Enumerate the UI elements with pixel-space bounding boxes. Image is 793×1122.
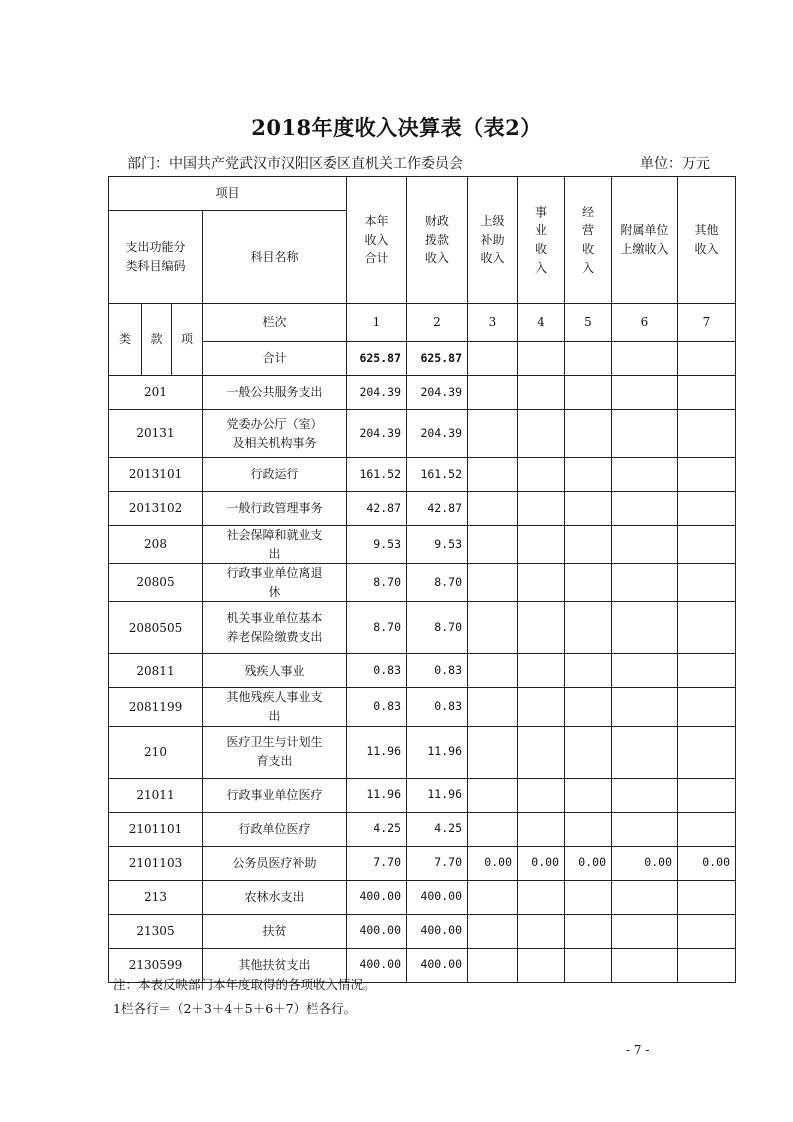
subject-name: 一般公共服务支出 — [203, 376, 347, 410]
amount-cell: 0.00 — [468, 846, 518, 880]
amount-cell — [518, 526, 565, 564]
col-number-7: 7 — [678, 304, 736, 342]
table-row — [109, 726, 736, 778]
amount-cell — [518, 726, 565, 778]
amount-cell — [468, 492, 518, 526]
subject-code: 2130599 — [109, 948, 203, 982]
amount-cell: 8.70 — [407, 602, 468, 654]
amount-cell — [518, 492, 565, 526]
amount-cell — [518, 812, 565, 846]
amount-cell: 400.00 — [407, 880, 468, 914]
amount-cell — [678, 778, 736, 812]
subject-name: 其他残疾人事业支出 — [203, 688, 347, 726]
table-row — [109, 410, 736, 458]
amount-cell: 400.00 — [347, 914, 407, 948]
amount-cell — [612, 602, 678, 654]
subject-code: 2101101 — [109, 812, 203, 846]
amount-cell — [468, 410, 518, 458]
amount-cell — [612, 812, 678, 846]
table-row — [109, 812, 736, 846]
amount-cell: 161.52 — [407, 458, 468, 492]
table-row — [109, 376, 736, 410]
subject-code: 20131 — [109, 410, 203, 458]
amount-cell — [612, 880, 678, 914]
amount-cell — [612, 492, 678, 526]
amount-cell: 204.39 — [407, 410, 468, 458]
table-row — [109, 526, 736, 564]
amount-cell — [678, 948, 736, 982]
amount-cell — [612, 726, 678, 778]
amount-cell: 11.96 — [407, 726, 468, 778]
amount-cell — [468, 880, 518, 914]
amount-cell — [612, 654, 678, 688]
amount-cell — [612, 688, 678, 726]
amount-cell — [518, 458, 565, 492]
amount-cell — [518, 778, 565, 812]
table-row — [109, 458, 736, 492]
amount-cell — [518, 654, 565, 688]
amount-cell: 0.00 — [678, 846, 736, 880]
subject-code: 20811 — [109, 654, 203, 688]
total-cell — [565, 342, 612, 376]
amount-cell: 9.53 — [347, 526, 407, 564]
header-row-lanci — [109, 304, 736, 342]
income-table — [108, 176, 736, 983]
header-col-7: 其他收入 — [678, 177, 736, 304]
header-col-2: 财政拨款收入 — [407, 177, 468, 304]
amount-cell: 42.87 — [407, 492, 468, 526]
amount-cell: 0.83 — [347, 654, 407, 688]
table-row — [109, 564, 736, 602]
total-cell: 625.87 — [347, 342, 407, 376]
header-col-1: 本年收入合计 — [347, 177, 407, 304]
header-lanci: 栏次 — [203, 304, 347, 342]
table-row — [109, 914, 736, 948]
amount-cell — [468, 458, 518, 492]
amount-cell — [468, 602, 518, 654]
amount-cell — [468, 948, 518, 982]
subject-code: 2081199 — [109, 688, 203, 726]
amount-cell — [565, 602, 612, 654]
amount-cell — [612, 948, 678, 982]
amount-cell — [565, 914, 612, 948]
note-line-2: 1栏各行＝（2＋3＋4＋5＋6＋7）栏各行。 — [113, 1001, 357, 1016]
col-number-2: 2 — [407, 304, 468, 342]
amount-cell — [518, 410, 565, 458]
note-line-1: 注：本表反映部门本年度取得的各项收入情况。 — [113, 977, 376, 992]
amount-cell — [468, 812, 518, 846]
amount-cell — [678, 880, 736, 914]
amount-cell — [565, 688, 612, 726]
subject-name: 残疾人事业 — [203, 654, 347, 688]
subject-code: 21011 — [109, 778, 203, 812]
amount-cell — [678, 688, 736, 726]
header-lei: 类 — [109, 304, 142, 376]
amount-cell: 11.96 — [407, 778, 468, 812]
subject-name: 党委办公厅（室）及相关机构事务 — [203, 410, 347, 458]
amount-cell: 0.83 — [347, 688, 407, 726]
amount-cell — [565, 948, 612, 982]
amount-cell — [565, 778, 612, 812]
amount-cell: 400.00 — [347, 948, 407, 982]
amount-cell — [612, 526, 678, 564]
amount-cell — [678, 376, 736, 410]
header-project: 项目 — [109, 177, 347, 211]
amount-cell — [565, 526, 612, 564]
amount-cell — [612, 778, 678, 812]
subject-name: 行政单位医疗 — [203, 812, 347, 846]
amount-cell: 0.00 — [565, 846, 612, 880]
col-number-4: 4 — [518, 304, 565, 342]
header-name: 科目名称 — [203, 211, 347, 304]
total-label: 合计 — [203, 342, 347, 376]
amount-cell — [468, 688, 518, 726]
amount-cell: 204.39 — [347, 410, 407, 458]
department-label: 部门：中国共产党武汉市汉阳区委区直机关工作委员会 — [127, 156, 463, 172]
subject-name: 公务员医疗补助 — [203, 846, 347, 880]
amount-cell — [678, 564, 736, 602]
total-cell: 625.87 — [407, 342, 468, 376]
amount-cell: 0.00 — [612, 846, 678, 880]
amount-cell — [565, 458, 612, 492]
amount-cell: 0.00 — [518, 846, 565, 880]
col-number-5: 5 — [565, 304, 612, 342]
amount-cell — [518, 880, 565, 914]
amount-cell: 7.70 — [347, 846, 407, 880]
amount-cell: 8.70 — [407, 564, 468, 602]
table-row — [109, 846, 736, 880]
col-number-6: 6 — [612, 304, 678, 342]
col-number-3: 3 — [468, 304, 518, 342]
header-col-3: 上级补助收入 — [468, 177, 518, 304]
table-row — [109, 654, 736, 688]
subject-code: 210 — [109, 726, 203, 778]
amount-cell: 9.53 — [407, 526, 468, 564]
page-number: - 7 - — [626, 1043, 650, 1057]
amount-cell — [565, 376, 612, 410]
amount-cell — [468, 564, 518, 602]
table-row — [109, 688, 736, 726]
amount-cell: 400.00 — [407, 948, 468, 982]
amount-cell — [678, 914, 736, 948]
amount-cell: 400.00 — [347, 880, 407, 914]
amount-cell — [565, 410, 612, 458]
amount-cell — [678, 812, 736, 846]
total-cell — [678, 342, 736, 376]
amount-cell — [468, 654, 518, 688]
subject-code: 2101103 — [109, 846, 203, 880]
amount-cell — [565, 880, 612, 914]
header-kuan: 款 — [142, 304, 172, 376]
amount-cell — [612, 410, 678, 458]
amount-cell — [612, 914, 678, 948]
subject-code: 20805 — [109, 564, 203, 602]
amount-cell: 4.25 — [347, 812, 407, 846]
amount-cell — [678, 410, 736, 458]
amount-cell — [518, 948, 565, 982]
total-cell — [612, 342, 678, 376]
amount-cell: 11.96 — [347, 778, 407, 812]
amount-cell — [518, 688, 565, 726]
amount-cell — [565, 492, 612, 526]
amount-cell: 8.70 — [347, 564, 407, 602]
subject-name: 其他扶贫支出 — [203, 948, 347, 982]
subject-name: 扶贫 — [203, 914, 347, 948]
amount-cell — [518, 602, 565, 654]
amount-cell — [468, 726, 518, 778]
subject-name: 社会保障和就业支出 — [203, 526, 347, 564]
subject-code: 213 — [109, 880, 203, 914]
table-row — [109, 880, 736, 914]
subject-name: 行政事业单位医疗 — [203, 778, 347, 812]
amount-cell: 0.83 — [407, 688, 468, 726]
amount-cell — [678, 492, 736, 526]
amount-cell — [678, 654, 736, 688]
amount-cell — [468, 526, 518, 564]
unit-label: 单位：万元 — [640, 156, 710, 172]
amount-cell: 8.70 — [347, 602, 407, 654]
amount-cell: 400.00 — [407, 914, 468, 948]
header-row-project — [109, 177, 736, 211]
total-cell — [518, 342, 565, 376]
amount-cell — [678, 602, 736, 654]
header-col-6: 附属单位上缴收入 — [612, 177, 678, 304]
amount-cell — [468, 376, 518, 410]
amount-cell — [565, 564, 612, 602]
header-col-4: 事业收入 — [518, 177, 565, 304]
table-row — [109, 778, 736, 812]
total-cell — [468, 342, 518, 376]
amount-cell: 7.70 — [407, 846, 468, 880]
amount-cell — [612, 376, 678, 410]
table-row — [109, 492, 736, 526]
amount-cell — [678, 726, 736, 778]
table-row — [109, 602, 736, 654]
subject-code: 21305 — [109, 914, 203, 948]
amount-cell — [468, 778, 518, 812]
amount-cell: 11.96 — [347, 726, 407, 778]
subject-name: 一般行政管理事务 — [203, 492, 347, 526]
subject-code: 2013101 — [109, 458, 203, 492]
subject-code: 201 — [109, 376, 203, 410]
amount-cell — [678, 526, 736, 564]
amount-cell: 204.39 — [347, 376, 407, 410]
amount-cell — [565, 654, 612, 688]
amount-cell: 42.87 — [347, 492, 407, 526]
amount-cell: 0.83 — [407, 654, 468, 688]
amount-cell — [612, 458, 678, 492]
amount-cell — [468, 914, 518, 948]
header-xiang: 项 — [172, 304, 203, 376]
amount-cell — [565, 812, 612, 846]
amount-cell: 161.52 — [347, 458, 407, 492]
table-body — [109, 177, 736, 983]
subject-name: 医疗卫生与计划生育支出 — [203, 726, 347, 778]
amount-cell: 4.25 — [407, 812, 468, 846]
amount-cell — [518, 564, 565, 602]
amount-cell — [678, 458, 736, 492]
amount-cell: 204.39 — [407, 376, 468, 410]
subject-name: 行政事业单位离退休 — [203, 564, 347, 602]
amount-cell — [565, 726, 612, 778]
subject-name: 机关事业单位基本养老保险缴费支出 — [203, 602, 347, 654]
col-number-1: 1 — [347, 304, 407, 342]
amount-cell — [518, 914, 565, 948]
page-title: 2018年度收入决算表（表2） — [251, 115, 542, 140]
total-row — [109, 342, 736, 376]
header-col-5: 经营收入 — [565, 177, 612, 304]
subject-code: 2080505 — [109, 602, 203, 654]
header-code: 支出功能分类科目编码 — [109, 211, 203, 304]
subject-code: 208 — [109, 526, 203, 564]
subject-name: 行政运行 — [203, 458, 347, 492]
subject-name: 农林水支出 — [203, 880, 347, 914]
amount-cell — [518, 376, 565, 410]
amount-cell — [612, 564, 678, 602]
subject-code: 2013102 — [109, 492, 203, 526]
